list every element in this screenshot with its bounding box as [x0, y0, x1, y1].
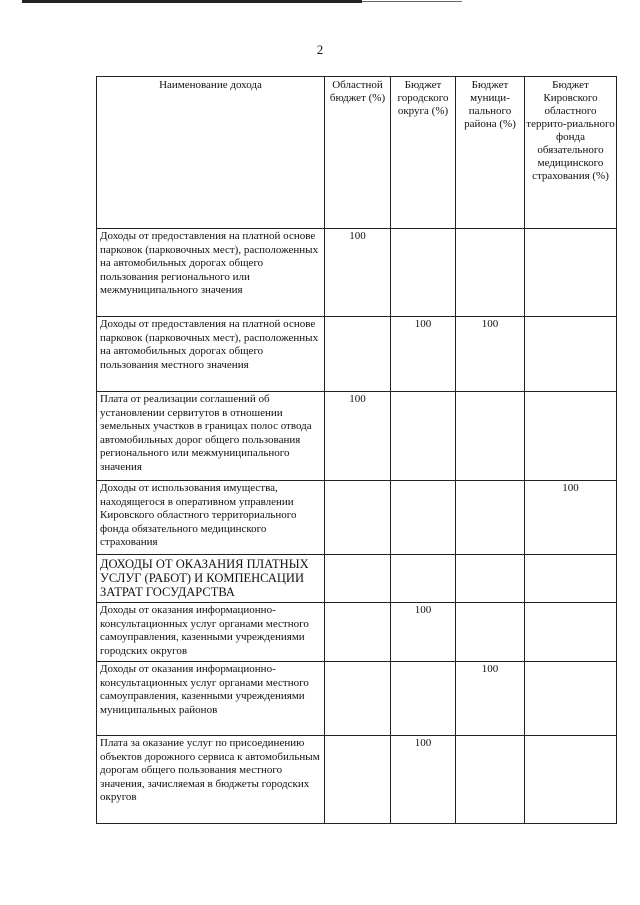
row-city: 100 — [391, 317, 456, 392]
table-row — [97, 603, 617, 662]
row-city — [391, 481, 456, 555]
row-fund: 100 — [525, 481, 617, 555]
row-municipal — [456, 603, 525, 662]
row-regional — [325, 662, 391, 736]
row-municipal: 100 — [456, 662, 525, 736]
table-row — [97, 392, 617, 481]
row-municipal — [456, 481, 525, 555]
table-row-section — [97, 555, 617, 603]
table-row — [97, 662, 617, 736]
top-rule-thin — [362, 1, 462, 2]
row-name: Плата от реализации соглашений об установлении сервитутов в отношении земельных участков в границах полос отвода автомобильных дорог общего пользования регионального или межмуниципального значения — [97, 392, 325, 481]
row-regional — [325, 736, 391, 824]
row-municipal — [456, 229, 525, 317]
top-rule — [22, 0, 362, 3]
row-city — [391, 392, 456, 481]
row-municipal: 100 — [456, 317, 525, 392]
row-fund — [525, 662, 617, 736]
row-fund — [525, 317, 617, 392]
row-city — [391, 555, 456, 603]
table-row — [97, 736, 617, 824]
table-row — [97, 481, 617, 555]
header-municipal: Бюджет муници-пального района (%) — [456, 77, 525, 229]
row-regional — [325, 481, 391, 555]
row-municipal — [456, 555, 525, 603]
row-name: Доходы от оказания информационно-консультационных услуг органами местного самоуправления, казенными учреждениями муниципальных районов — [97, 662, 325, 736]
row-name: Доходы от оказания информационно-консультационных услуг органами местного самоуправления, казенными учреждениями городских округов — [97, 603, 325, 662]
page-number: 2 — [316, 42, 324, 57]
row-city — [391, 229, 456, 317]
row-name: Доходы от предоставления на платной основе парковок (парковочных мест), расположенных на автомобильных дорогах общего пользования регионального или межмуниципального значения — [97, 229, 325, 317]
section-heading: ДОХОДЫ ОТ ОКАЗАНИЯ ПЛАТНЫХ УСЛУГ (РАБОТ) И КОМПЕНСАЦИИ ЗАТРАТ ГОСУДАРСТВА — [97, 555, 325, 603]
row-name: Доходы от предоставления на платной основе парковок (парковочных мест), расположенных на автомобильных дорогах общего пользования местного значения — [97, 317, 325, 392]
row-name: Плата за оказание услуг по присоединению объектов дорожного сервиса к автомобильным дорогам общего пользования местного значения, зачисляемая в бюджеты городских округов — [97, 736, 325, 824]
header-row — [97, 77, 617, 229]
row-fund — [525, 603, 617, 662]
row-regional: 100 — [325, 392, 391, 481]
header-fund: Бюджет Кировского областного террито-риального фонда обязательного медицинского страхования (%) — [525, 77, 617, 229]
row-city: 100 — [391, 603, 456, 662]
header-city: Бюджет городского округа (%) — [391, 77, 456, 229]
row-fund — [525, 736, 617, 824]
row-fund — [525, 392, 617, 481]
row-regional — [325, 603, 391, 662]
table-row — [97, 317, 617, 392]
header-name: Наименование дохода — [97, 77, 325, 229]
row-name: Доходы от использования имущества, находящегося в оперативном управлении Кировского областного территориального фонда обязательного медицинского страхования — [97, 481, 325, 555]
header-regional: Областной бюджет (%) — [325, 77, 391, 229]
row-city: 100 — [391, 736, 456, 824]
row-fund — [525, 229, 617, 317]
revenue-table — [96, 76, 617, 824]
row-municipal — [456, 736, 525, 824]
row-city — [391, 662, 456, 736]
row-municipal — [456, 392, 525, 481]
row-regional — [325, 317, 391, 392]
row-regional: 100 — [325, 229, 391, 317]
table-row — [97, 229, 617, 317]
row-regional — [325, 555, 391, 603]
row-fund — [525, 555, 617, 603]
